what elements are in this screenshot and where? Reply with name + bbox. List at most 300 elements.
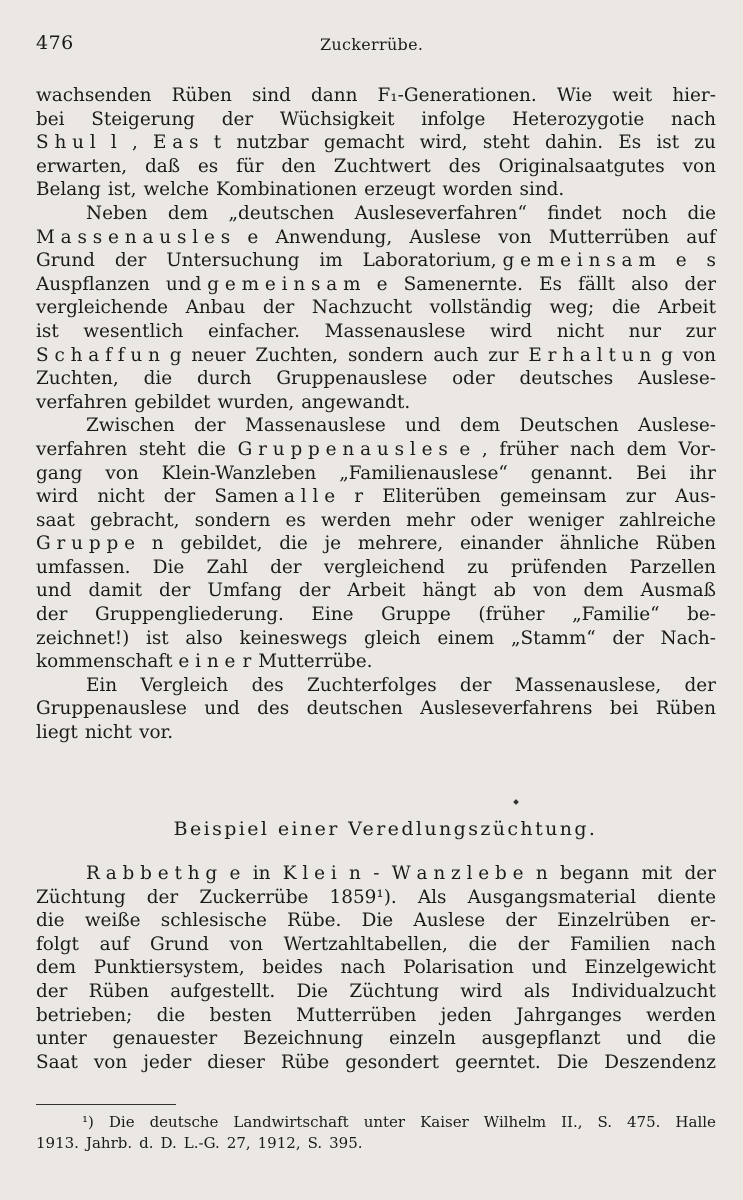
text-line	[36, 485, 716, 509]
word: Aus-	[675, 486, 716, 508]
word: L.-G.	[183, 1134, 220, 1152]
word: Individualzucht	[571, 980, 716, 1002]
word: nutzbar	[236, 132, 309, 154]
word: Kombinationen	[215, 179, 358, 201]
word: M a s s e n a u s l e s	[36, 226, 231, 248]
word: (früher	[478, 604, 545, 626]
word: angewandt.	[301, 391, 411, 413]
word: von	[682, 344, 716, 366]
word: die	[143, 368, 173, 390]
text-line	[36, 273, 716, 297]
word: je	[324, 533, 342, 555]
word: Züchtung	[349, 980, 439, 1002]
word: durch	[196, 368, 252, 390]
word: n	[151, 533, 164, 555]
word: 1913.	[36, 1134, 79, 1152]
footnote	[36, 1112, 716, 1154]
word: Massenauslese	[324, 320, 466, 342]
body-text	[36, 84, 716, 745]
word: Zwischen	[86, 415, 175, 437]
word: und g e m e i n s a m	[165, 273, 361, 295]
word: Jahrganges	[516, 1004, 622, 1026]
word: Die	[361, 910, 394, 932]
word: welche	[143, 179, 209, 201]
word: r	[354, 486, 364, 508]
word: weiße	[84, 910, 141, 932]
text-line	[36, 956, 716, 980]
word: schlesische	[160, 910, 267, 932]
word: n	[349, 863, 361, 884]
text-line	[36, 650, 716, 674]
text-line	[36, 249, 716, 273]
word: den	[281, 155, 316, 177]
word: der	[684, 674, 716, 696]
text-line	[36, 532, 716, 556]
word: auf	[686, 226, 716, 248]
word: von	[533, 580, 567, 602]
word: der	[221, 108, 254, 130]
word: Gruppenauslese	[276, 368, 428, 390]
word: saat	[36, 509, 75, 531]
word: Zuchten,	[36, 368, 119, 390]
word: von	[93, 1051, 128, 1073]
word: R a b b e t h g	[86, 863, 218, 884]
word: Jahrb.	[85, 1134, 133, 1152]
word: als	[523, 980, 551, 1002]
word: aufgestellt.	[170, 980, 276, 1002]
word: Gruppenauslese	[36, 698, 187, 720]
word: Punktiersystem,	[93, 957, 245, 979]
word: Untersuchung	[166, 250, 300, 272]
word: 475.	[627, 1113, 661, 1131]
word: Rüben	[655, 698, 716, 720]
word: Bei	[636, 462, 667, 484]
word: Grund	[149, 933, 209, 955]
word: unter	[36, 1028, 87, 1050]
footnote-divider	[36, 1104, 176, 1105]
word: verfahren	[36, 438, 128, 460]
section-title: Beispiel einer Veredlungszüchtung.	[173, 818, 598, 840]
word: Einzelgewicht	[584, 957, 716, 979]
word: Anwendung,	[275, 226, 393, 248]
word: Zuckerrübe	[199, 886, 309, 908]
text-line	[36, 1027, 716, 1051]
word: im	[319, 250, 343, 272]
word: gesondert	[345, 1051, 440, 1073]
word: nur	[628, 320, 662, 342]
text-line	[36, 131, 716, 155]
word: Polarisation	[403, 957, 514, 979]
word: bei	[36, 108, 65, 130]
word: Rüben	[655, 533, 716, 555]
word: gemacht	[323, 132, 405, 154]
word: der	[684, 273, 716, 295]
word: Grund	[36, 250, 95, 272]
word: nicht	[556, 320, 604, 342]
word: infolge	[421, 108, 486, 130]
word: die	[687, 1028, 716, 1050]
word: zur	[488, 344, 519, 366]
word: zur	[625, 486, 657, 508]
word: vollständig	[429, 297, 533, 319]
word: „deutschen	[228, 202, 335, 224]
footnote-line	[36, 1133, 716, 1154]
word: jeder	[143, 1051, 192, 1073]
word: Ausleseverfahren“	[354, 202, 527, 224]
word: er-	[690, 910, 716, 932]
word: oder	[470, 509, 513, 531]
word: G r u p p e	[36, 533, 135, 555]
word: und	[36, 580, 72, 602]
word: genannt.	[530, 462, 614, 484]
word: gebildet,	[180, 533, 263, 555]
word: Zahl	[206, 556, 248, 578]
word: II.,	[561, 1113, 583, 1131]
word: Wilhelm	[483, 1113, 547, 1131]
word: also	[185, 627, 223, 649]
word: dem	[626, 438, 667, 460]
word: beides	[262, 957, 323, 979]
word: „Familienauslese“	[339, 462, 508, 484]
word: zur	[685, 320, 716, 342]
word: gleich	[364, 627, 421, 649]
word: liegt	[36, 722, 78, 744]
word: be-	[687, 604, 716, 626]
word: betrieben;	[36, 1004, 133, 1026]
word: Rübe.	[287, 910, 342, 932]
word: n	[535, 863, 548, 884]
footnote-line	[36, 1112, 716, 1133]
word: G r u p p e n a u s l e s	[237, 438, 448, 460]
word: Kaiser	[420, 1113, 469, 1131]
word: jeden	[440, 1004, 492, 1026]
word: sind.	[519, 179, 565, 201]
word: mehr	[406, 509, 456, 531]
word: von	[682, 155, 716, 177]
word: und	[626, 1028, 662, 1050]
word: Umfang	[207, 580, 282, 602]
word: E a s	[153, 132, 199, 154]
word: Zuchtwert	[333, 155, 431, 177]
word: ist	[36, 320, 59, 342]
text-line	[36, 909, 716, 933]
word: e	[376, 273, 388, 295]
word: wachsenden	[36, 85, 152, 106]
word: S c h a f f u n	[36, 344, 160, 366]
word: e	[229, 863, 241, 884]
word: ist	[656, 132, 680, 154]
word: Neben	[86, 202, 148, 224]
word: Die	[296, 980, 329, 1002]
word: nach	[340, 957, 386, 979]
text-line	[36, 108, 716, 132]
section-text	[36, 862, 716, 1074]
word: erwarten,	[36, 155, 128, 177]
word: Mutterrübe.	[258, 651, 373, 673]
word: Heterozygotie	[512, 108, 645, 130]
word: Deutschen	[519, 415, 619, 437]
word: von	[498, 226, 532, 248]
word: Landwirtschaft	[233, 1113, 349, 1131]
word: zu	[467, 556, 489, 578]
word: Klein-Wanzleben	[161, 462, 317, 484]
word: Als	[417, 886, 447, 908]
word: ausgepflanzt	[481, 1028, 601, 1050]
word: Rübe	[280, 1051, 330, 1073]
word: gemeinsam	[499, 486, 607, 508]
word: weniger	[527, 509, 604, 531]
word: wird,	[419, 132, 468, 154]
word: auch	[433, 344, 479, 366]
word: F₁-Generationen.	[377, 85, 537, 106]
word: der	[517, 933, 550, 955]
word: W a n z l e b e	[391, 863, 524, 884]
text-line	[36, 1051, 716, 1075]
word: die	[36, 910, 65, 932]
word: kommenschaft e i n e	[36, 651, 236, 673]
word: der	[159, 580, 191, 602]
word: es	[285, 509, 306, 531]
word: die	[611, 297, 641, 319]
word: steht	[138, 438, 186, 460]
word: Nach-	[660, 627, 716, 649]
word: einem	[437, 627, 495, 649]
word: Massenauslese	[244, 415, 386, 437]
word: findet	[547, 202, 602, 224]
word: d.	[139, 1134, 154, 1152]
word: l	[110, 132, 117, 154]
word: ¹)	[82, 1113, 94, 1131]
word: Gruppe	[381, 604, 451, 626]
word: „Familie“	[572, 604, 660, 626]
word: Auspflanzen	[36, 273, 150, 295]
word: prüfenden	[510, 556, 608, 578]
word: oder	[452, 368, 495, 390]
word: Ein	[86, 674, 118, 696]
word: einander	[459, 533, 543, 555]
word: -	[373, 863, 380, 884]
word: Halle	[675, 1113, 716, 1131]
word: der	[270, 556, 302, 578]
word: Eine	[311, 604, 354, 626]
word: g	[661, 344, 673, 366]
word: der	[146, 886, 179, 908]
word: neuer	[191, 344, 246, 366]
word: Arbeit	[347, 580, 406, 602]
word: Die	[108, 1113, 135, 1131]
text-line	[36, 84, 716, 108]
word: Rüben	[171, 85, 232, 106]
word: Parzellen	[629, 556, 716, 578]
word: Zuchterfolges	[306, 674, 437, 696]
text-line	[36, 226, 716, 250]
word: e	[247, 226, 259, 248]
word: Laboratorium, g e m e i n s a m	[362, 250, 656, 272]
word: der	[505, 910, 537, 932]
text-line	[36, 933, 716, 957]
word: von	[229, 933, 263, 955]
word: S h u l	[36, 132, 96, 154]
word: Steigerung	[91, 108, 195, 130]
word: früher	[499, 438, 559, 460]
word: der	[684, 863, 716, 884]
word: damit	[88, 580, 142, 602]
word: die	[279, 533, 308, 555]
word: wird	[489, 320, 533, 342]
text-line	[36, 627, 716, 651]
word: zu	[694, 132, 716, 154]
text-line	[36, 980, 716, 1004]
word: deutsches	[519, 368, 614, 390]
word: 1912,	[257, 1134, 301, 1152]
word: hier-	[672, 85, 716, 106]
word: Vergleich	[140, 674, 229, 696]
text-line	[36, 296, 716, 320]
word: steht	[482, 132, 530, 154]
word: werden	[321, 509, 391, 531]
word: also	[631, 273, 669, 295]
word: der	[114, 250, 147, 272]
word: der	[36, 604, 68, 626]
word: nach	[570, 438, 615, 460]
word: Massenauslese,	[514, 674, 662, 696]
word: Samen a l l e	[214, 486, 336, 508]
text-line	[36, 556, 716, 580]
word: vergleichend	[323, 556, 445, 578]
word: dem	[36, 957, 77, 979]
word: r	[242, 651, 252, 673]
word: dem	[583, 580, 624, 602]
word: nicht	[84, 722, 133, 744]
word: nach	[670, 933, 716, 955]
word: es	[197, 155, 219, 177]
word: g	[169, 344, 182, 366]
word: gebracht,	[89, 509, 180, 531]
word: des	[448, 155, 481, 177]
word: dem	[460, 415, 501, 437]
word: die	[468, 933, 498, 955]
word: weit	[612, 85, 653, 106]
word: Die	[556, 1051, 589, 1073]
text-line	[36, 603, 716, 627]
word: 1859¹).	[329, 886, 397, 908]
word: worden	[442, 179, 513, 201]
word: vergleichende	[36, 297, 169, 319]
word: Ausmaß	[640, 580, 716, 602]
word: Es	[618, 132, 642, 154]
word: Saat	[36, 1051, 78, 1073]
running-head: Zuckerrübe.	[320, 35, 424, 54]
word: der	[612, 627, 644, 649]
word: die	[197, 438, 226, 460]
text-line	[36, 886, 716, 910]
word: Ausgangsmaterial	[467, 886, 637, 908]
word: Mutterrüben	[548, 226, 670, 248]
text-line	[36, 344, 716, 368]
word: verfahren	[36, 391, 128, 413]
text-line	[36, 391, 716, 415]
text-line	[36, 367, 716, 391]
word: gang	[36, 462, 83, 484]
word: Ausleseverfahrens	[420, 698, 593, 720]
word: noch	[621, 202, 668, 224]
word: Auslese	[413, 910, 486, 932]
word: S.	[307, 1134, 323, 1152]
text-line	[36, 862, 716, 886]
word: sondern	[194, 509, 271, 531]
word: weg;	[549, 297, 595, 319]
word: geerntet.	[455, 1051, 541, 1073]
word: Vor-	[678, 438, 716, 460]
word: erzeugt	[364, 179, 436, 201]
text-line	[36, 674, 716, 698]
word: und	[531, 957, 567, 979]
word: nicht	[97, 486, 145, 508]
word: der	[194, 415, 226, 437]
word: deutschen	[306, 698, 403, 720]
word: D.	[160, 1134, 177, 1152]
word: 27,	[226, 1134, 251, 1152]
word: die	[156, 1004, 186, 1026]
word: Wertzahltabellen,	[283, 933, 448, 955]
word: hängt	[422, 580, 477, 602]
word: und	[204, 698, 240, 720]
word: für	[236, 155, 264, 177]
word: zeichnet!)	[36, 627, 130, 649]
word: einfacher.	[208, 320, 301, 342]
word: Samenernte.	[403, 273, 523, 295]
word: Wie	[556, 85, 593, 106]
word: ähnliche	[559, 533, 640, 555]
printing-speck	[513, 799, 519, 805]
text-line	[36, 509, 716, 533]
word: Auslese	[409, 226, 482, 248]
word: des	[251, 674, 284, 696]
text-line	[36, 438, 716, 462]
word: der	[36, 980, 68, 1002]
word: umfassen.	[36, 556, 131, 578]
word: ist	[145, 627, 169, 649]
word: Originalsaatgutes	[498, 155, 665, 177]
word: in	[252, 863, 271, 884]
word: daß	[145, 155, 181, 177]
word: ist,	[107, 179, 137, 201]
word: Auslese-	[638, 368, 716, 390]
word: Nachzucht	[311, 297, 413, 319]
word: werden	[646, 1004, 716, 1026]
word: Wüchsigkeit	[279, 108, 395, 130]
word: von	[105, 462, 139, 484]
text-line	[36, 721, 716, 745]
text-line	[36, 1004, 716, 1028]
page-number: 476	[36, 32, 74, 54]
word: ihr	[689, 462, 716, 484]
word: Belang	[36, 179, 101, 201]
word: auf	[99, 933, 130, 955]
text-line	[36, 414, 716, 438]
word: Deszendenz	[604, 1051, 716, 1073]
word: fällt	[578, 273, 615, 295]
text-line	[36, 579, 716, 603]
word: ab	[493, 580, 517, 602]
word: E r h a l t u n	[528, 344, 652, 366]
word: dem	[167, 202, 209, 224]
word: e	[675, 250, 687, 272]
word: Bezeichnung	[242, 1028, 364, 1050]
text-line	[36, 462, 716, 486]
text-line	[36, 155, 716, 179]
word: der	[262, 297, 295, 319]
